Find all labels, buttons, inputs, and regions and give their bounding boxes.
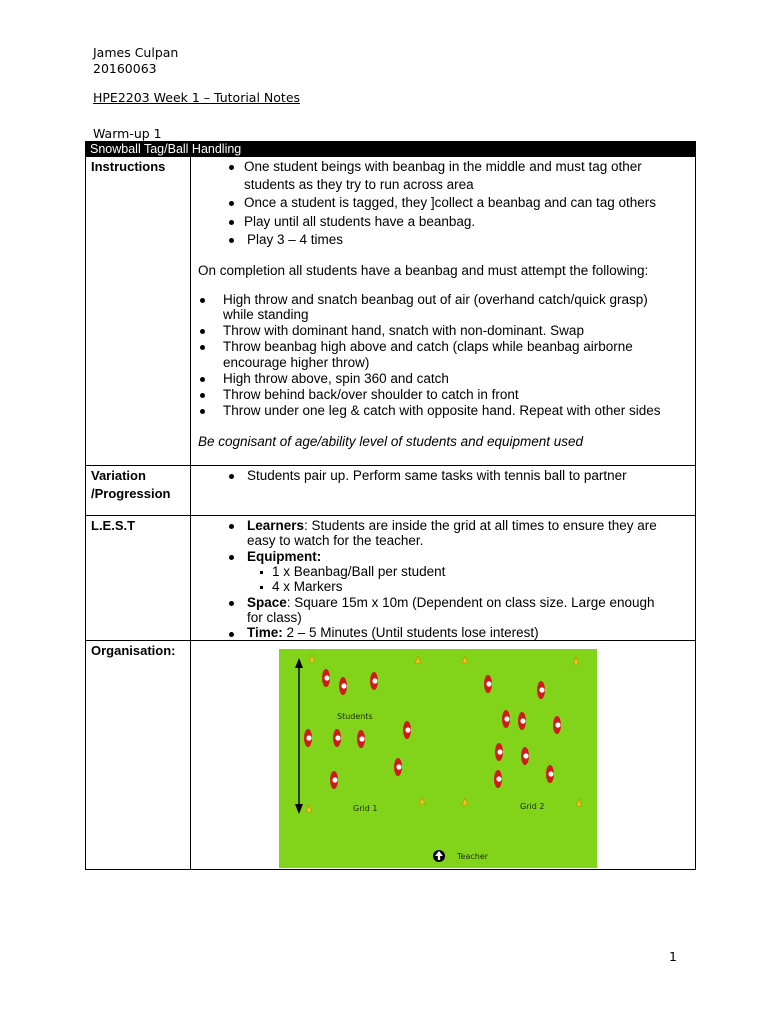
- grid-diagram-svg: [279, 649, 597, 868]
- safety-note: Be cognisant of age/ability level of students and equipment used: [198, 434, 584, 449]
- time-item: Time: 2 – 5 Minutes (Until students lose interest): [247, 625, 539, 640]
- list-item-cont: students as they try to run across area: [244, 177, 474, 192]
- marker-icon: [309, 655, 315, 662]
- student-icon: [546, 765, 554, 783]
- lest-label: L.E.S.T: [86, 516, 191, 640]
- instructions-label: Instructions: [86, 157, 191, 465]
- activity-table: [85, 141, 696, 861]
- marker-icon: [576, 799, 582, 806]
- grid-diagram: [279, 649, 597, 868]
- marker-icon: [573, 657, 579, 664]
- student-icon: [502, 710, 510, 728]
- list-item: Throw under one leg & catch with opposite hand. Repeat with other sides: [223, 403, 661, 418]
- student-id: 20160063: [93, 61, 157, 76]
- instructions-row: [85, 157, 696, 466]
- student-icon: [484, 675, 492, 693]
- student-icon: [403, 721, 411, 739]
- organisation-content: [191, 641, 695, 869]
- list-item: Throw beanbag high above and catch (claps while beanbag airborne: [223, 339, 633, 354]
- marker-icon: [415, 656, 421, 663]
- list-item: Play 3 – 4 times: [247, 232, 344, 247]
- student-icon: [394, 758, 402, 776]
- list-item-cont: encourage higher throw): [223, 355, 370, 370]
- lest-row: [85, 516, 696, 641]
- list-item: One student beings with beanbag in the middle and must tag other: [244, 159, 642, 174]
- space-item: Space: Square 15m x 10m (Dependent on class size. Large enough: [247, 595, 655, 610]
- student-icon: [339, 677, 347, 695]
- grid-2-label: Grid 2: [520, 802, 545, 811]
- section-heading: Warm-up 1: [93, 126, 162, 141]
- student-icon: [322, 669, 330, 687]
- list-item: High throw and snatch beanbag out of air (overhand catch/quick grasp): [223, 292, 648, 307]
- list-item: Throw behind back/over shoulder to catch in front: [223, 387, 519, 402]
- variation-content: [191, 466, 695, 515]
- equipment-subitem: 1 x Beanbag/Ball per student: [272, 564, 446, 579]
- student-icon: [537, 681, 545, 699]
- student-icon: [357, 730, 365, 748]
- list-item-cont: while standing: [223, 307, 309, 322]
- student-icon: [304, 729, 312, 747]
- student-icon: [330, 771, 338, 789]
- page-number: 1: [669, 949, 677, 964]
- list-item: Throw with dominant hand, snatch with non-dominant. Swap: [223, 323, 584, 338]
- teacher-label: Teacher: [457, 852, 489, 861]
- list-item: Students pair up. Perform same tasks with tennis ball to partner: [247, 468, 627, 483]
- document-title: HPE2203 Week 1 – Tutorial Notes: [93, 90, 301, 105]
- instructions-paragraph: On completion all students have a beanbag and must attempt the following:: [198, 263, 649, 278]
- organisation-label: Organisation:: [86, 641, 191, 869]
- equipment-item: Equipment:: [247, 549, 322, 564]
- marker-icon: [306, 805, 312, 812]
- variation-row: [85, 466, 696, 516]
- student-icon: [518, 712, 526, 730]
- lest-content: [191, 516, 695, 640]
- instructions-content: [191, 157, 695, 465]
- list-item: High throw above, spin 360 and catch: [223, 371, 449, 386]
- student-icon: [521, 747, 529, 765]
- variation-label: Variation /Progression: [86, 466, 191, 515]
- student-icon: [553, 716, 561, 734]
- student-icon: [333, 729, 341, 747]
- student-icon: [494, 770, 502, 788]
- students-label: Students: [337, 712, 373, 721]
- learners-item-cont: easy to watch for the teacher.: [247, 533, 424, 548]
- organisation-row: [85, 641, 696, 870]
- equipment-subitem: 4 x Markers: [272, 579, 343, 594]
- marker-icon: [462, 798, 468, 805]
- activity-banner: Snowball Tag/Ball Handling: [85, 141, 696, 157]
- student-icon: [370, 672, 378, 690]
- space-item-cont: for class): [247, 610, 302, 625]
- marker-icon: [419, 797, 425, 804]
- list-item: Once a student is tagged, they ]collect a beanbag and can tag others: [244, 195, 657, 210]
- author-name: James Culpan: [93, 45, 179, 60]
- student-icon: [495, 743, 503, 761]
- grid-1-label: Grid 1: [353, 804, 378, 813]
- list-item: Play until all students have a beanbag.: [244, 214, 476, 229]
- marker-icon: [462, 656, 468, 663]
- learners-item: Learners: Students are inside the grid at all times to ensure they are: [247, 518, 657, 533]
